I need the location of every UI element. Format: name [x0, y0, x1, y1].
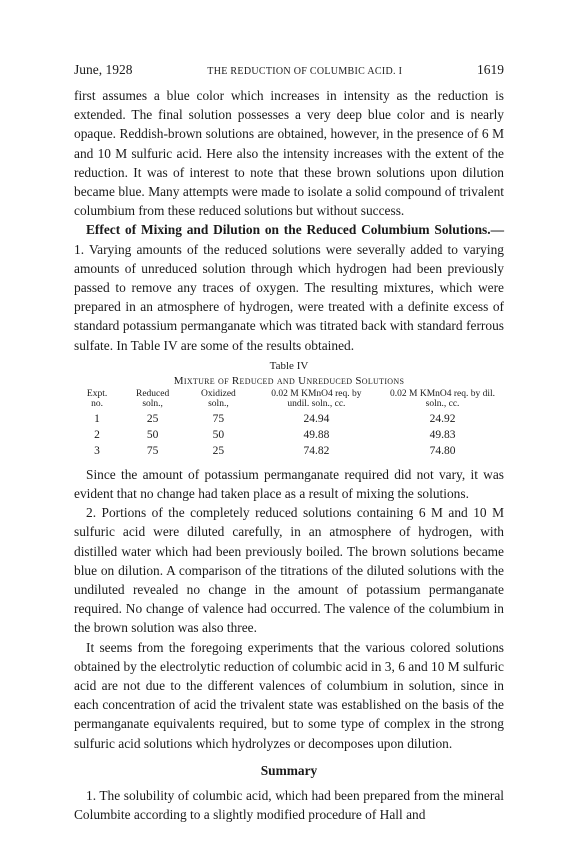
table-cell: 3 — [94, 444, 100, 457]
running-header — [74, 60, 504, 86]
page-number: 1619 — [477, 62, 504, 77]
col-header-undiluted: 0.02 M KMnO4 req. by undil. soln., cc. — [271, 388, 362, 409]
table-cell: 24.94 — [303, 412, 330, 425]
paragraph-dilution: 2. Portions of the completely reduced solutions containing 6 M and 10 M sulfuric acid were diluted carefully, in an atmosphere of hydrogen, with distilled water which had been previously boiled. The brown solutions became blue on dilution. A comparison of the titrations of the diluted solutions with the undiluted revealed no change in the amount of potassium permanganate required. No change of valence had occurred. The valence of the columbium in the brown solution was also three. — [74, 505, 504, 636]
journal-page — [74, 60, 504, 825]
table-cell: 75 — [146, 444, 159, 457]
table-cell: 2 — [94, 428, 100, 441]
table-cell: 49.83 — [429, 428, 456, 441]
table-cell: 74.80 — [429, 444, 456, 457]
col-header-diluted: 0.02 M KMnO4 req. by dil. soln., cc. — [390, 388, 496, 409]
paragraph-color-observations: first assumes a blue color which increases in intensity as the reduction is extended. The final solution possesses a very deep blue color and is nearly opaque. Reddish-brown solutions are obtained, however, in the presence of 6 M and 10 M sulfuric acid. Here also the intensity increases with the extent of the reduction. It was of interest to note that these brown solutions upon dilution became blue. Many attempts were made to isolate a solid compound of trivalent columbium from these reduced solutions but without success. — [74, 88, 504, 219]
col-header-reduced: Reduced soln., — [135, 388, 170, 409]
table-row — [74, 443, 504, 459]
table-cell: 75 — [212, 412, 225, 425]
paragraph-mixing: 1. Varying amounts of the reduced solutions were severally added to varying amounts of unreduced solution through which hydrogen had been previously passed to remove any traces of oxygen. The resulting mixtures, which were prepared in an atmosphere of hydrogen, were treated with a definite excess of standard potassium permanganate which was titrated back with standard ferrous sulfate. In Table IV are some of the results obtained. — [74, 241, 504, 353]
col-header-oxidized: Oxidized soln., — [200, 388, 236, 409]
table-row — [74, 411, 504, 427]
table-cell: 49.88 — [303, 428, 330, 441]
table-row — [74, 427, 504, 443]
table-cell: 74.82 — [303, 444, 330, 457]
running-title: THE REDUCTION OF COLUMBIC ACID. I — [207, 66, 403, 77]
table-title: Mixture of Reduced and Unreduced Solutions — [173, 374, 405, 387]
table-cell: 1 — [94, 412, 100, 425]
paragraph-summary-1: 1. The solubility of columbic acid, which had been prepared from the mineral Columbite according to a slightly modified procedure of Hall and — [74, 788, 504, 823]
section-paragraph — [74, 220, 504, 354]
table-cell: 24.92 — [429, 412, 456, 425]
summary-heading: Summary — [260, 762, 318, 778]
paragraph-mixing-result: Since the amount of potassium permanganate required did not vary, it was evident that no change had taken place as a result of mixing the solutions. — [74, 466, 504, 502]
table-cell: 50 — [146, 428, 159, 441]
table-cell: 25 — [146, 412, 159, 425]
col-header-expt: Expt. no. — [86, 388, 108, 409]
table-iv — [74, 389, 504, 459]
table-cell: 25 — [212, 444, 225, 457]
table-caption: Table IV — [269, 359, 309, 372]
paragraph-conclusion: It seems from the foregoing experiments that the various colored solutions obtained by the electrolytic reduction of columbic acid in 3, 6 and 10 M sulfuric acid are not due to the different valences of columbium in solution, since in each concentration of acid the trivalent state was established on the basis of the permanganate equivalents required, but to some type of complex in the strong sulfuric acid solutions which hydrolyzes or decomposes upon dilution. — [74, 639, 504, 751]
table-header-row — [74, 389, 504, 411]
table-cell: 50 — [212, 428, 225, 441]
section-heading: Effect of Mixing and Dilution on the Reduced Columbium Solutions.— — [86, 222, 504, 238]
header-date: June, 1928 — [74, 62, 133, 77]
